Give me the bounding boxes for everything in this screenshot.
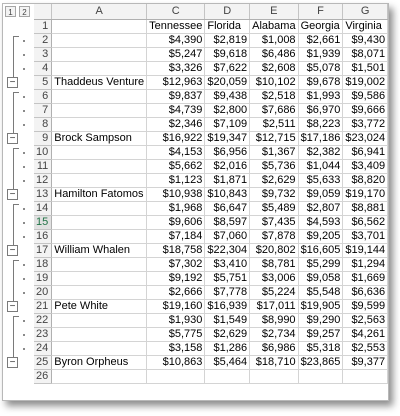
- cell-value[interactable]: $9,837: [147, 89, 205, 103]
- outline-group-bracket: [13, 204, 19, 246]
- cell-value[interactable]: $19,905: [298, 299, 343, 313]
- table-row: [34, 327, 388, 341]
- state-header-cell[interactable]: Alabama: [250, 19, 298, 33]
- cell-value[interactable]: $19,160: [147, 299, 205, 313]
- cell-value[interactable]: $9,606: [147, 215, 205, 229]
- table-row: [34, 117, 388, 131]
- cell-value[interactable]: $2,807: [298, 201, 343, 215]
- cell-value[interactable]: $9,430: [343, 33, 388, 47]
- cell-name[interactable]: [52, 33, 147, 47]
- table-row: [34, 201, 388, 215]
- table-row: [34, 229, 388, 243]
- outline-detail-dot: [23, 68, 25, 70]
- cell-value[interactable]: $9,618: [205, 47, 250, 61]
- table-row: [34, 159, 388, 173]
- cell-name[interactable]: Hamilton Fatomos: [52, 187, 147, 201]
- worksheet-grid: [34, 4, 388, 384]
- table-row: [34, 19, 388, 33]
- cell-value[interactable]: $5,247: [147, 47, 205, 61]
- cell-name[interactable]: [52, 103, 147, 117]
- cell-value[interactable]: $7,060: [205, 229, 250, 243]
- cell-value[interactable]: $2,629: [205, 327, 250, 341]
- cell-value[interactable]: $6,970: [298, 103, 343, 117]
- cell-value[interactable]: $9,058: [298, 271, 343, 285]
- table-row: [34, 369, 388, 383]
- outline-detail-dot: [23, 54, 25, 56]
- cell-value[interactable]: $9,257: [298, 327, 343, 341]
- row-header[interactable]: 11: [34, 159, 52, 173]
- cell-value[interactable]: $16,922: [147, 131, 205, 145]
- row-header[interactable]: 22: [34, 313, 52, 327]
- table-row: [34, 61, 388, 75]
- table-row: [34, 131, 388, 145]
- table-row: [34, 299, 388, 313]
- cell-value[interactable]: $7,622: [205, 61, 250, 75]
- cell-value[interactable]: $6,486: [250, 47, 298, 61]
- cell-name[interactable]: Pete White: [52, 299, 147, 313]
- cell-name[interactable]: [52, 341, 147, 355]
- cell-value[interactable]: $7,878: [250, 229, 298, 243]
- cell-name[interactable]: [52, 369, 147, 383]
- outline-level-1-button[interactable]: 1: [5, 6, 16, 17]
- state-header-cell[interactable]: Georgia: [298, 19, 343, 33]
- cell-value[interactable]: $10,843: [205, 187, 250, 201]
- cell-value[interactable]: $9,059: [298, 187, 343, 201]
- cell-value[interactable]: $8,223: [298, 117, 343, 131]
- row-header[interactable]: 2: [34, 33, 52, 47]
- row-header[interactable]: 19: [34, 271, 52, 285]
- cell-value[interactable]: $20,802: [250, 243, 298, 257]
- cell-name[interactable]: [52, 201, 147, 215]
- cell-value[interactable]: $5,318: [298, 341, 343, 355]
- column-header-g[interactable]: G: [343, 4, 388, 19]
- row-header[interactable]: 7: [34, 103, 52, 117]
- collapse-group-button[interactable]: −: [7, 77, 18, 88]
- cell-value[interactable]: $4,261: [343, 327, 388, 341]
- row-header[interactable]: 23: [34, 327, 52, 341]
- cell-value[interactable]: $2,518: [250, 89, 298, 103]
- cell-value[interactable]: $2,563: [343, 313, 388, 327]
- cell-value[interactable]: $10,863: [147, 355, 205, 369]
- cell-value[interactable]: $23,865: [298, 355, 343, 369]
- cell-value[interactable]: $12,715: [250, 131, 298, 145]
- collapse-group-button[interactable]: −: [7, 301, 18, 312]
- outline-group-bracket: [13, 148, 19, 190]
- cell-value[interactable]: $17,011: [250, 299, 298, 313]
- table-row: [34, 89, 388, 103]
- cell-value[interactable]: $19,144: [343, 243, 388, 257]
- cell-value[interactable]: $8,597: [205, 215, 250, 229]
- cell-value[interactable]: $18,710: [250, 355, 298, 369]
- table-row: [34, 285, 388, 299]
- cell-value[interactable]: $5,548: [298, 285, 343, 299]
- collapse-group-button[interactable]: −: [7, 245, 18, 256]
- cell-name[interactable]: [52, 271, 147, 285]
- cell-value[interactable]: $1,286: [205, 341, 250, 355]
- outline-detail-dot: [23, 166, 25, 168]
- table-row: [34, 243, 388, 257]
- outline-detail-dot: [23, 40, 25, 42]
- cell-value[interactable]: $2,734: [250, 327, 298, 341]
- table-row: [34, 313, 388, 327]
- cell-value[interactable]: $6,986: [250, 341, 298, 355]
- cell-value[interactable]: $7,435: [250, 215, 298, 229]
- cell-name[interactable]: [52, 117, 147, 131]
- cell-value[interactable]: $3,410: [205, 257, 250, 271]
- cell-value[interactable]: $2,661: [298, 33, 343, 47]
- column-header-f[interactable]: F: [298, 4, 343, 19]
- cell-value[interactable]: $19,002: [343, 75, 388, 89]
- cell-name[interactable]: [52, 173, 147, 187]
- cell-name[interactable]: [52, 89, 147, 103]
- cell-value[interactable]: $9,438: [205, 89, 250, 103]
- select-all-corner[interactable]: [34, 4, 52, 19]
- cell-name[interactable]: [52, 47, 147, 61]
- cell-value[interactable]: $9,377: [343, 355, 388, 369]
- table-row: [34, 47, 388, 61]
- cell-value[interactable]: $5,224: [250, 285, 298, 299]
- cell-value[interactable]: $2,819: [205, 33, 250, 47]
- table-row: [34, 355, 388, 369]
- row-header[interactable]: 5: [34, 75, 52, 89]
- row-header[interactable]: 14: [34, 201, 52, 215]
- row-header[interactable]: 4: [34, 61, 52, 75]
- row-header[interactable]: 15: [34, 215, 52, 229]
- cell-value[interactable]: [343, 369, 388, 383]
- row-header[interactable]: 13: [34, 187, 52, 201]
- outline-detail-dot: [23, 334, 25, 336]
- cell-value[interactable]: $16,939: [205, 299, 250, 313]
- cell-name[interactable]: [52, 327, 147, 341]
- cell-value[interactable]: $17,186: [298, 131, 343, 145]
- table-row: [34, 33, 388, 47]
- cell-value[interactable]: $5,464: [205, 355, 250, 369]
- cell-value[interactable]: $2,666: [147, 285, 205, 299]
- table-row: [34, 173, 388, 187]
- cell-value[interactable]: $5,662: [147, 159, 205, 173]
- cell-value[interactable]: $7,778: [205, 285, 250, 299]
- row-header[interactable]: 1: [34, 19, 52, 33]
- row-header[interactable]: 26: [34, 369, 52, 383]
- cell-value[interactable]: $8,820: [343, 173, 388, 187]
- cell-value[interactable]: $9,666: [343, 103, 388, 117]
- cell-value[interactable]: $10,938: [147, 187, 205, 201]
- outline-detail-dot: [23, 208, 25, 210]
- outline-detail-dot: [23, 292, 25, 294]
- state-header-cell[interactable]: Tennessee: [147, 19, 205, 33]
- cell-value[interactable]: $5,633: [298, 173, 343, 187]
- table-row: [34, 215, 388, 229]
- cell-value[interactable]: $1,669: [343, 271, 388, 285]
- cell-value[interactable]: $4,390: [147, 33, 205, 47]
- outline-group-bracket: [13, 36, 19, 78]
- cell-value[interactable]: $8,990: [250, 313, 298, 327]
- state-header-cell[interactable]: Florida: [205, 19, 250, 33]
- cell-value[interactable]: $19,347: [205, 131, 250, 145]
- cell-value[interactable]: $6,941: [343, 145, 388, 159]
- cell-value[interactable]: $16,605: [298, 243, 343, 257]
- cell-value[interactable]: $2,382: [298, 145, 343, 159]
- cell-name[interactable]: [52, 313, 147, 327]
- row-header[interactable]: 25: [34, 355, 52, 369]
- outline-detail-dot: [23, 180, 25, 182]
- row-header[interactable]: 18: [34, 257, 52, 271]
- spreadsheet-window: [2, 3, 389, 401]
- outline-panel: [3, 4, 33, 400]
- outline-detail-dot: [23, 152, 25, 154]
- column-header-c[interactable]: C: [147, 4, 205, 19]
- outline-detail-dot: [23, 264, 25, 266]
- outline-detail-dot: [23, 124, 25, 126]
- cell-value[interactable]: $6,562: [343, 215, 388, 229]
- cell-value[interactable]: [250, 369, 298, 383]
- table-row: [34, 75, 388, 89]
- table-row: [34, 271, 388, 285]
- row-header[interactable]: 8: [34, 117, 52, 131]
- cell-name[interactable]: [52, 257, 147, 271]
- cell-value[interactable]: [205, 369, 250, 383]
- outline-group-bracket: [13, 92, 19, 134]
- table-row: [34, 187, 388, 201]
- cell-value[interactable]: $2,346: [147, 117, 205, 131]
- cell-value[interactable]: $8,071: [343, 47, 388, 61]
- cell-value[interactable]: $12,963: [147, 75, 205, 89]
- table-row: [34, 257, 388, 271]
- cell-value[interactable]: $3,701: [343, 229, 388, 243]
- collapse-group-button[interactable]: −: [7, 357, 18, 368]
- outline-detail-dot: [23, 320, 25, 322]
- cell-value[interactable]: $9,678: [298, 75, 343, 89]
- cell-name[interactable]: Byron Orpheus: [52, 355, 147, 369]
- cell-value[interactable]: $2,016: [205, 159, 250, 173]
- cell-value[interactable]: $7,686: [250, 103, 298, 117]
- cell-value[interactable]: $7,302: [147, 257, 205, 271]
- cell-name[interactable]: [52, 19, 147, 33]
- outline-detail-dot: [23, 110, 25, 112]
- cell-value[interactable]: $2,553: [343, 341, 388, 355]
- cell-value[interactable]: $3,326: [147, 61, 205, 75]
- cell-value[interactable]: $18,758: [147, 243, 205, 257]
- table-row: [34, 341, 388, 355]
- row-header[interactable]: 6: [34, 89, 52, 103]
- cell-value[interactable]: $9,586: [343, 89, 388, 103]
- cell-value[interactable]: [147, 369, 205, 383]
- outline-detail-dot: [23, 278, 25, 280]
- cell-value[interactable]: $20,059: [205, 75, 250, 89]
- cell-value[interactable]: $8,781: [250, 257, 298, 271]
- cell-value[interactable]: $9,192: [147, 271, 205, 285]
- cell-value[interactable]: $5,299: [298, 257, 343, 271]
- cell-value[interactable]: $23,024: [343, 131, 388, 145]
- cell-value[interactable]: [298, 369, 343, 383]
- cell-value[interactable]: $1,008: [250, 33, 298, 47]
- row-header[interactable]: 10: [34, 145, 52, 159]
- cell-value[interactable]: $3,772: [343, 117, 388, 131]
- row-header[interactable]: 9: [34, 131, 52, 145]
- cell-value[interactable]: $2,511: [250, 117, 298, 131]
- cell-value[interactable]: $9,205: [298, 229, 343, 243]
- cell-value[interactable]: $1,968: [147, 201, 205, 215]
- cell-value[interactable]: $2,800: [205, 103, 250, 117]
- cell-name[interactable]: [52, 215, 147, 229]
- state-header-cell[interactable]: Virginia: [343, 19, 388, 33]
- cell-value[interactable]: $2,629: [250, 173, 298, 187]
- cell-value[interactable]: $5,736: [250, 159, 298, 173]
- cell-value[interactable]: $1,367: [250, 145, 298, 159]
- row-header[interactable]: 3: [34, 47, 52, 61]
- cell-name[interactable]: William Whalen: [52, 243, 147, 257]
- row-header[interactable]: 17: [34, 243, 52, 257]
- outline-detail-dot: [23, 222, 25, 224]
- cell-value[interactable]: $7,109: [205, 117, 250, 131]
- row-header[interactable]: 12: [34, 173, 52, 187]
- cell-value[interactable]: $5,775: [147, 327, 205, 341]
- cell-value[interactable]: $1,294: [343, 257, 388, 271]
- cell-name[interactable]: Brock Sampson: [52, 131, 147, 145]
- cell-value[interactable]: $1,123: [147, 173, 205, 187]
- cell-value[interactable]: $4,153: [147, 145, 205, 159]
- row-header[interactable]: 24: [34, 341, 52, 355]
- cell-value[interactable]: $5,078: [298, 61, 343, 75]
- cell-value[interactable]: $7,184: [147, 229, 205, 243]
- cell-value[interactable]: $22,304: [205, 243, 250, 257]
- cell-value[interactable]: $1,871: [205, 173, 250, 187]
- cell-value[interactable]: $19,170: [343, 187, 388, 201]
- cell-value[interactable]: $6,647: [205, 201, 250, 215]
- cell-value[interactable]: $1,930: [147, 313, 205, 327]
- cell-value[interactable]: $9,732: [250, 187, 298, 201]
- cell-name[interactable]: [52, 229, 147, 243]
- cell-value[interactable]: $1,549: [205, 313, 250, 327]
- table-row: [34, 103, 388, 117]
- cell-value[interactable]: $4,593: [298, 215, 343, 229]
- column-header-row: [34, 4, 388, 19]
- cell-name[interactable]: Thaddeus Venture: [52, 75, 147, 89]
- column-header-d[interactable]: D: [205, 4, 250, 19]
- cell-value[interactable]: $10,102: [250, 75, 298, 89]
- cell-value[interactable]: $9,290: [298, 313, 343, 327]
- collapse-group-button[interactable]: −: [7, 189, 18, 200]
- outline-detail-dot: [23, 236, 25, 238]
- collapse-group-button[interactable]: −: [7, 133, 18, 144]
- cell-value[interactable]: $1,501: [343, 61, 388, 75]
- cell-value[interactable]: $2,608: [250, 61, 298, 75]
- column-header-a[interactable]: A: [52, 4, 147, 19]
- cell-value[interactable]: $9,599: [343, 299, 388, 313]
- cell-value[interactable]: $1,939: [298, 47, 343, 61]
- cell-value[interactable]: $8,881: [343, 201, 388, 215]
- cell-name[interactable]: [52, 159, 147, 173]
- cell-name[interactable]: [52, 145, 147, 159]
- cell-value[interactable]: $5,751: [205, 271, 250, 285]
- cell-value[interactable]: $6,956: [205, 145, 250, 159]
- column-header-e[interactable]: E: [250, 4, 298, 19]
- row-header[interactable]: 16: [34, 229, 52, 243]
- outline-group-bracket: [13, 260, 19, 302]
- cell-value[interactable]: $3,006: [250, 271, 298, 285]
- cell-value[interactable]: $5,489: [250, 201, 298, 215]
- outline-detail-dot: [23, 96, 25, 98]
- cell-value[interactable]: $4,739: [147, 103, 205, 117]
- cell-value[interactable]: $3,409: [343, 159, 388, 173]
- cell-value[interactable]: $1,044: [298, 159, 343, 173]
- row-header[interactable]: 21: [34, 299, 52, 313]
- cell-value[interactable]: $1,993: [298, 89, 343, 103]
- cell-value[interactable]: $6,636: [343, 285, 388, 299]
- outline-level-2-button[interactable]: 2: [19, 6, 30, 17]
- outline-detail-dot: [23, 348, 25, 350]
- row-header[interactable]: 20: [34, 285, 52, 299]
- outline-group-bracket: [13, 316, 19, 358]
- cell-name[interactable]: [52, 61, 147, 75]
- cell-name[interactable]: [52, 285, 147, 299]
- cell-value[interactable]: $3,158: [147, 341, 205, 355]
- table-row: [34, 145, 388, 159]
